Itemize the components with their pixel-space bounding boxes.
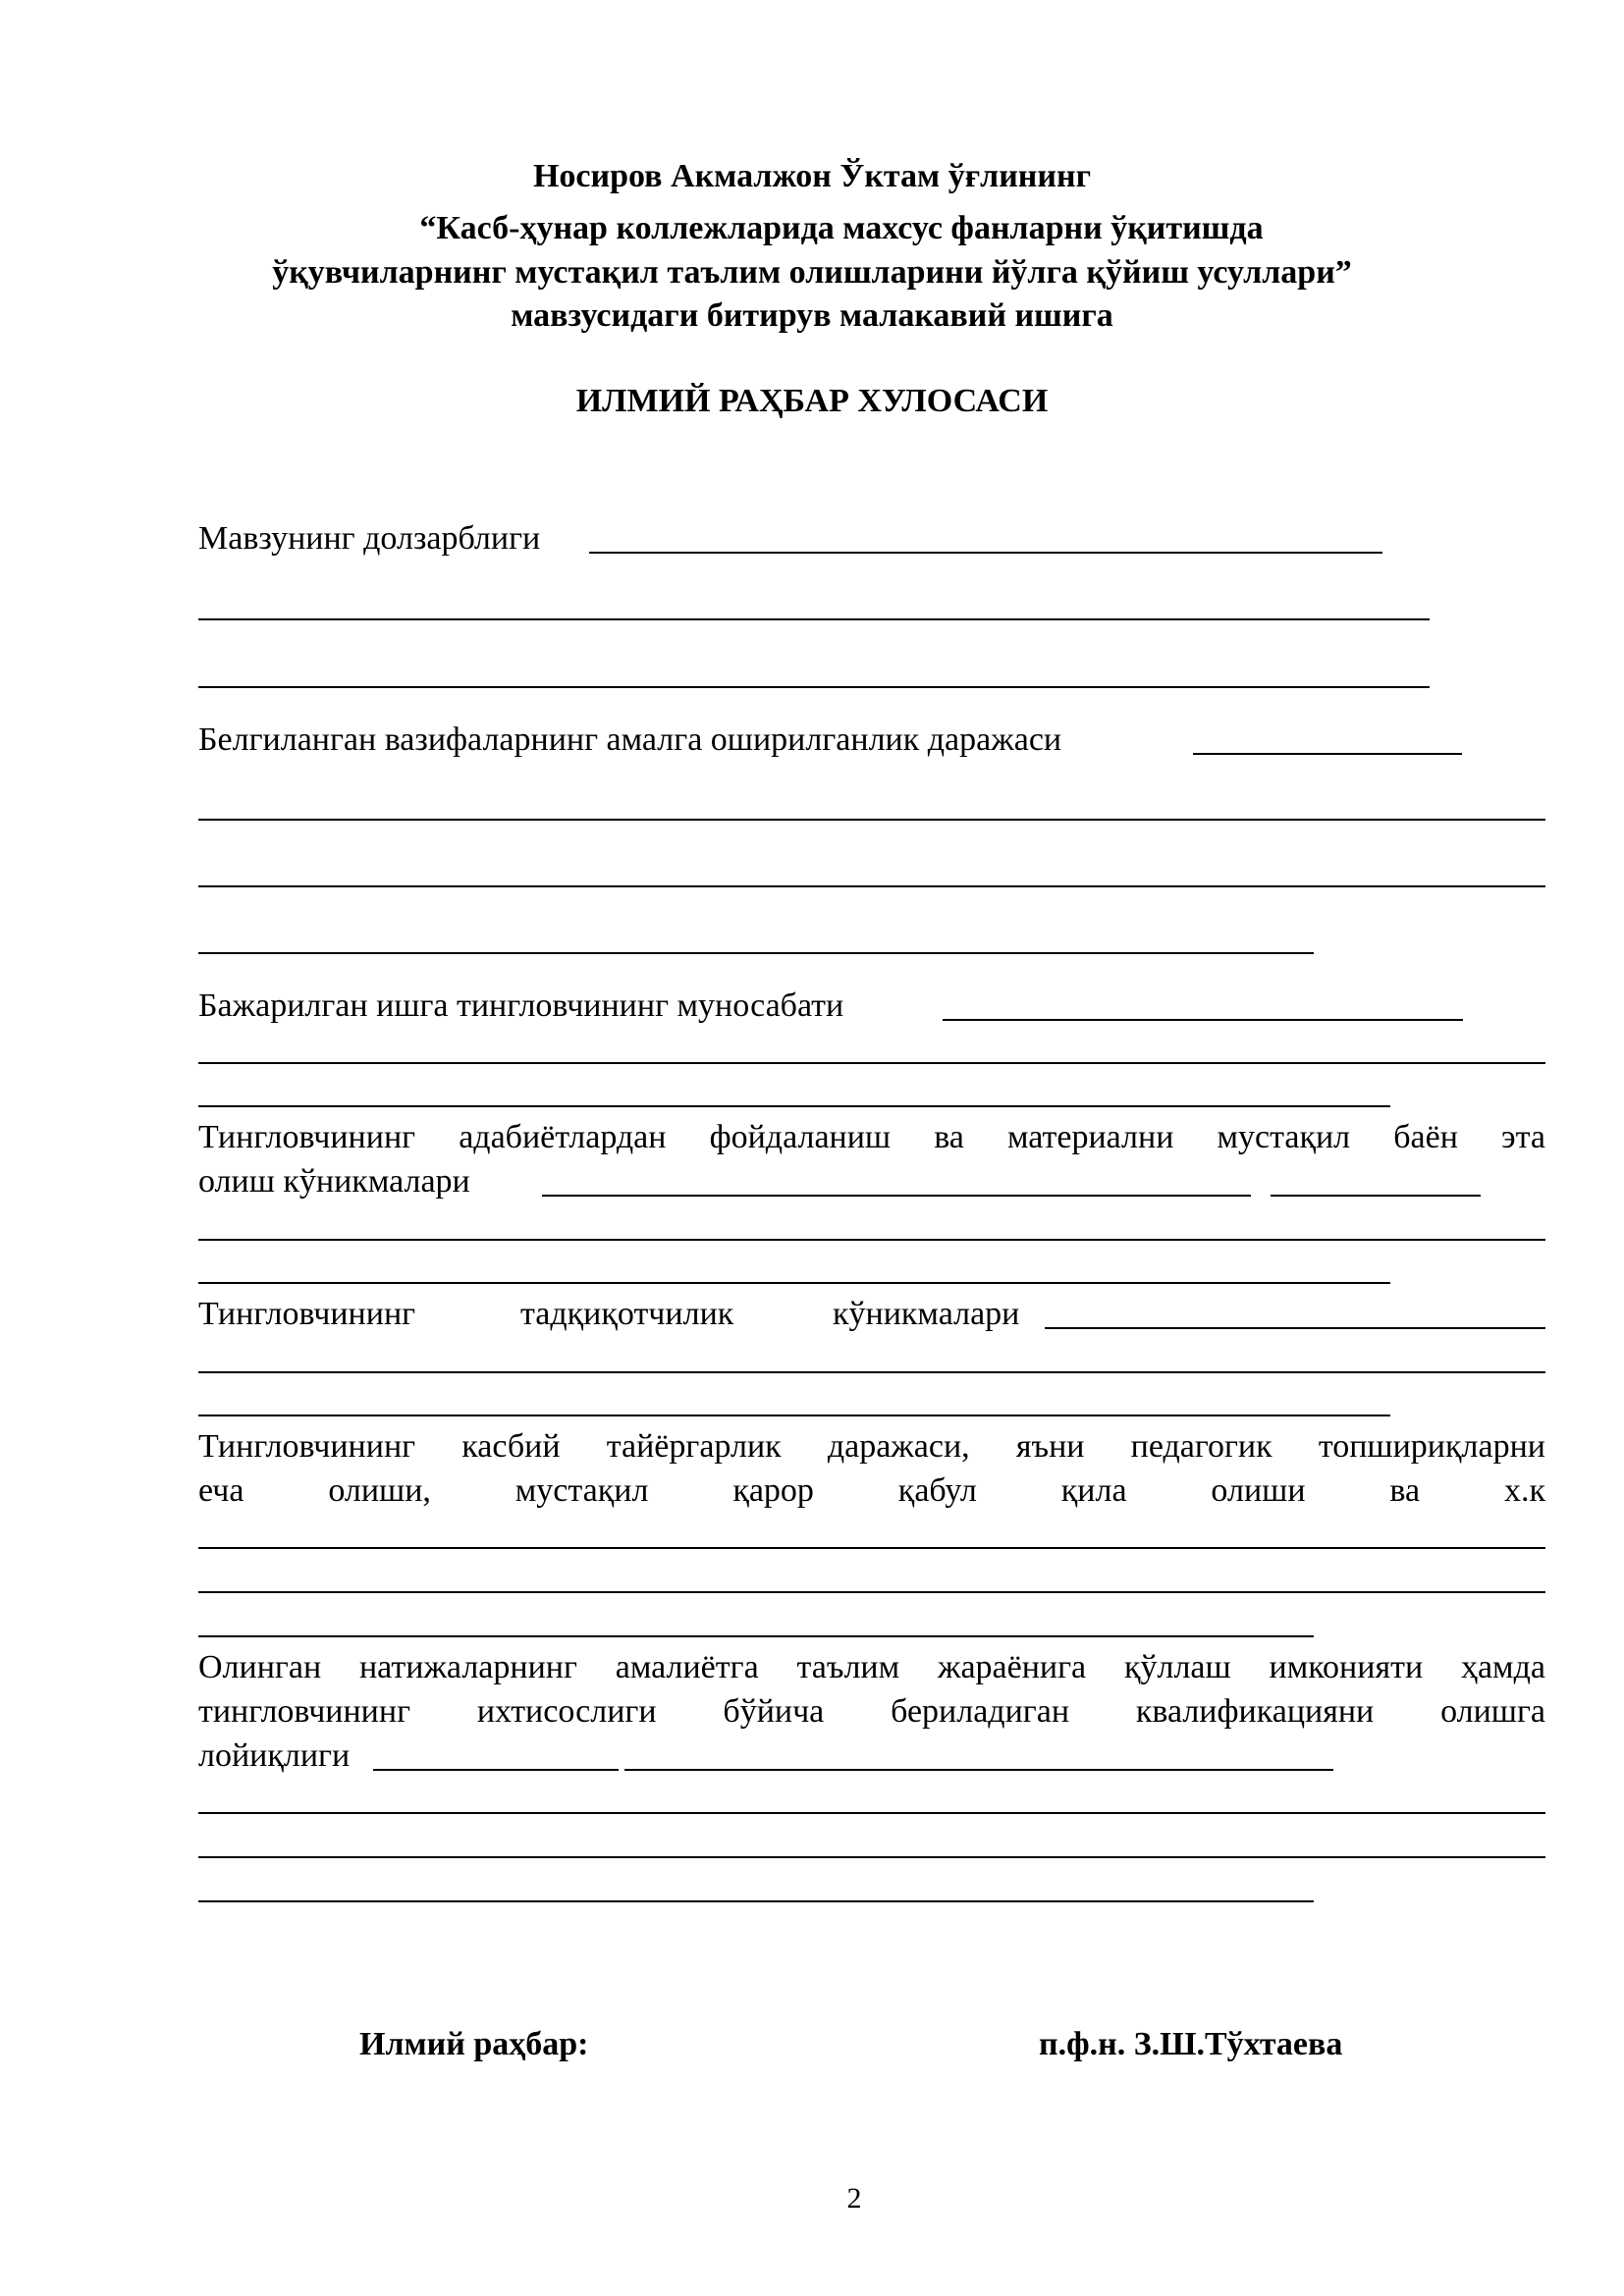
- section-professional-line2: еча олиши, мустақил қарор қабул қила олиши ва х.к: [198, 1472, 1545, 1509]
- answer-line[interactable]: [198, 1856, 1545, 1858]
- answer-line[interactable]: [198, 1062, 1545, 1064]
- section-relevance-label: Мавзунинг долзарблиги: [198, 520, 541, 557]
- section-research-word2: тадқиқотчилик: [520, 1296, 734, 1332]
- page-title: ИЛМИЙ РАҲБАР ХУЛОСАСИ: [575, 383, 1049, 419]
- answer-line[interactable]: [198, 1282, 1390, 1284]
- section-professional-line1: Тингловчининг касбий тайёргарлик даражаси, яъни педагогик топшириқларни: [198, 1428, 1545, 1465]
- page-number: 2: [846, 2182, 862, 2215]
- answer-line[interactable]: [373, 1769, 619, 1771]
- answer-line[interactable]: [198, 1239, 1545, 1241]
- answer-line[interactable]: [198, 1591, 1545, 1593]
- answer-line[interactable]: [943, 1019, 1463, 1021]
- answer-line[interactable]: [198, 686, 1430, 688]
- answer-line[interactable]: [198, 1635, 1314, 1637]
- answer-line[interactable]: [1271, 1195, 1481, 1197]
- answer-line[interactable]: [542, 1195, 1251, 1197]
- signature-name: п.ф.н. З.Ш.Тўхтаева: [1039, 2026, 1343, 2062]
- section-literature-line2: олиш кўникмалари: [198, 1163, 470, 1200]
- signature-label: Илмий раҳбар:: [359, 2026, 589, 2062]
- header-topic-line1: “Касб-ҳунар коллежларида махсус фанларни ўқитишда: [419, 210, 1264, 246]
- answer-line[interactable]: [198, 1105, 1390, 1107]
- answer-line[interactable]: [198, 885, 1545, 887]
- answer-line[interactable]: [589, 552, 1382, 554]
- answer-line[interactable]: [198, 1812, 1545, 1814]
- section-attitude-label: Бажарилган ишга тингловчининг муносабати: [198, 988, 844, 1024]
- section-research-word3: кўникмалари: [833, 1296, 1020, 1332]
- section-literature-line1: Тингловчининг адабиётлардан фойдаланиш ва материални мустақил баён эта: [198, 1119, 1545, 1155]
- answer-line[interactable]: [198, 1900, 1314, 1902]
- header-student-name: Носиров Акмалжон Ўктам ўғлининг: [532, 158, 1092, 194]
- answer-line[interactable]: [198, 1547, 1545, 1549]
- header-topic-line2: ўқувчиларнинг мустақил таълим олишларини йўлга қўйиш усуллари”: [272, 254, 1352, 291]
- answer-line[interactable]: [198, 952, 1314, 954]
- answer-line[interactable]: [624, 1769, 1333, 1771]
- header-topic-line3: мавзусидаги битирув малакавий ишига: [511, 297, 1113, 334]
- answer-line[interactable]: [198, 819, 1545, 821]
- answer-line[interactable]: [198, 618, 1430, 620]
- section-research-word1: Тингловчининг: [198, 1296, 416, 1332]
- answer-line[interactable]: [198, 1415, 1390, 1416]
- answer-line[interactable]: [198, 1371, 1545, 1373]
- section-results-line1: Олинган натижаларнинг амалиётга таълим жараёнига қўллаш имконияти ҳамда: [198, 1649, 1545, 1685]
- answer-line[interactable]: [1045, 1327, 1545, 1329]
- section-tasks-label: Белгиланган вазифаларнинг амалга оширилганлик даражаси: [198, 721, 1062, 758]
- section-results-line2: тингловчининг ихтисослиги бўйича бериладиган квалификацияни олишга: [198, 1693, 1545, 1730]
- section-results-line3: лойиқлиги: [198, 1737, 351, 1774]
- answer-line[interactable]: [1193, 753, 1462, 755]
